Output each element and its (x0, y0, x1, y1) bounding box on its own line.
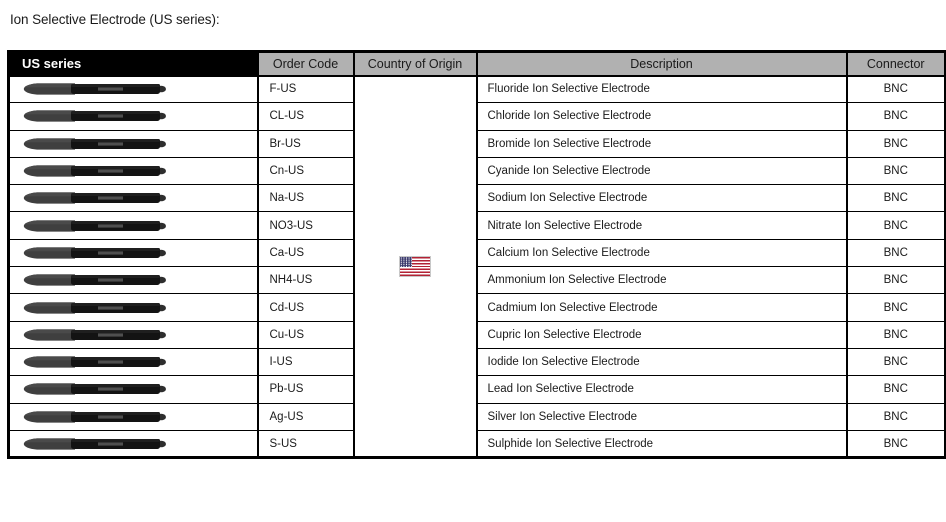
table-row (9, 321, 946, 348)
electrode-image-cell (9, 321, 258, 348)
order-code-cell: Ca-US (258, 239, 354, 266)
order-code-cell: Na-US (258, 185, 354, 212)
description-cell: Nitrate Ion Selective Electrode (477, 212, 847, 239)
table-row (9, 185, 946, 212)
connector-cell: BNC (847, 267, 946, 294)
description-cell: Fluoride Ion Selective Electrode (477, 76, 847, 103)
table-header-row (9, 52, 946, 76)
electrode-image-cell (9, 294, 258, 321)
table-row (9, 403, 946, 430)
order-code-cell: Ag-US (258, 403, 354, 430)
column-header-connector: Connector (847, 52, 946, 76)
connector-cell: BNC (847, 376, 946, 403)
electrode-image-cell (9, 212, 258, 239)
connector-cell: BNC (847, 103, 946, 130)
order-code-cell: F-US (258, 76, 354, 103)
ion-selective-electrode-icon (21, 301, 171, 315)
ion-selective-electrode-icon (21, 328, 171, 342)
ion-selective-electrode-icon (21, 109, 171, 123)
table-row (9, 294, 946, 321)
description-cell: Cyanide Ion Selective Electrode (477, 157, 847, 184)
connector-cell: BNC (847, 403, 946, 430)
order-code-cell: I-US (258, 348, 354, 375)
connector-cell: BNC (847, 348, 946, 375)
electrode-image-cell (9, 157, 258, 184)
order-code-cell: NO3-US (258, 212, 354, 239)
ion-selective-electrode-icon (21, 137, 171, 151)
electrode-table (7, 50, 946, 459)
description-cell: Bromide Ion Selective Electrode (477, 130, 847, 157)
order-code-cell: Cd-US (258, 294, 354, 321)
description-cell: Cadmium Ion Selective Electrode (477, 294, 847, 321)
connector-cell: BNC (847, 185, 946, 212)
description-cell: Sodium Ion Selective Electrode (477, 185, 847, 212)
connector-cell: BNC (847, 321, 946, 348)
connector-cell: BNC (847, 430, 946, 457)
ion-selective-electrode-icon (21, 273, 171, 287)
table-row (9, 376, 946, 403)
column-header-us-series: US series (9, 52, 258, 76)
electrode-image-cell (9, 130, 258, 157)
description-cell: Lead Ion Selective Electrode (477, 376, 847, 403)
table-row (9, 103, 946, 130)
electrode-image-cell (9, 185, 258, 212)
order-code-cell: Cn-US (258, 157, 354, 184)
order-code-cell: Pb-US (258, 376, 354, 403)
order-code-cell: Br-US (258, 130, 354, 157)
us-flag-canton (400, 257, 412, 267)
table-row (9, 130, 946, 157)
connector-cell: BNC (847, 130, 946, 157)
table-row (9, 430, 946, 457)
description-cell: Ammonium Ion Selective Electrode (477, 267, 847, 294)
electrode-image-cell (9, 376, 258, 403)
page-title: Ion Selective Electrode (US series): (10, 12, 220, 27)
table-row (9, 212, 946, 239)
ion-selective-electrode-icon (21, 246, 171, 260)
electrode-image-cell (9, 348, 258, 375)
country-of-origin-cell (354, 76, 477, 458)
description-cell: Silver Ion Selective Electrode (477, 403, 847, 430)
table-row (9, 348, 946, 375)
order-code-cell: Cu-US (258, 321, 354, 348)
order-code-cell: S-US (258, 430, 354, 457)
table-row (9, 239, 946, 266)
ion-selective-electrode-icon (21, 382, 171, 396)
table-row (9, 267, 946, 294)
column-header-description: Description (477, 52, 847, 76)
ion-selective-electrode-icon (21, 191, 171, 205)
order-code-cell: NH4-US (258, 267, 354, 294)
ion-selective-electrode-icon (21, 437, 171, 451)
connector-cell: BNC (847, 239, 946, 266)
column-header-order-code: Order Code (258, 52, 354, 76)
us-flag-icon (400, 257, 430, 276)
electrode-image-cell (9, 76, 258, 103)
column-header-country-of-origin: Country of Origin (354, 52, 477, 76)
ion-selective-electrode-icon (21, 82, 171, 96)
connector-cell: BNC (847, 294, 946, 321)
description-cell: Sulphide Ion Selective Electrode (477, 430, 847, 457)
ion-selective-electrode-icon (21, 219, 171, 233)
connector-cell: BNC (847, 76, 946, 103)
connector-cell: BNC (847, 212, 946, 239)
description-cell: Chloride Ion Selective Electrode (477, 103, 847, 130)
ion-selective-electrode-icon (21, 410, 171, 424)
ion-selective-electrode-icon (21, 164, 171, 178)
table-row (9, 76, 946, 103)
table-row (9, 157, 946, 184)
description-cell: Calcium Ion Selective Electrode (477, 239, 847, 266)
ion-selective-electrode-icon (21, 355, 171, 369)
electrode-image-cell (9, 430, 258, 457)
electrode-image-cell (9, 103, 258, 130)
electrode-image-cell (9, 239, 258, 266)
description-cell: Cupric Ion Selective Electrode (477, 321, 847, 348)
electrode-image-cell (9, 403, 258, 430)
connector-cell: BNC (847, 157, 946, 184)
electrode-image-cell (9, 267, 258, 294)
description-cell: Iodide Ion Selective Electrode (477, 348, 847, 375)
order-code-cell: CL-US (258, 103, 354, 130)
